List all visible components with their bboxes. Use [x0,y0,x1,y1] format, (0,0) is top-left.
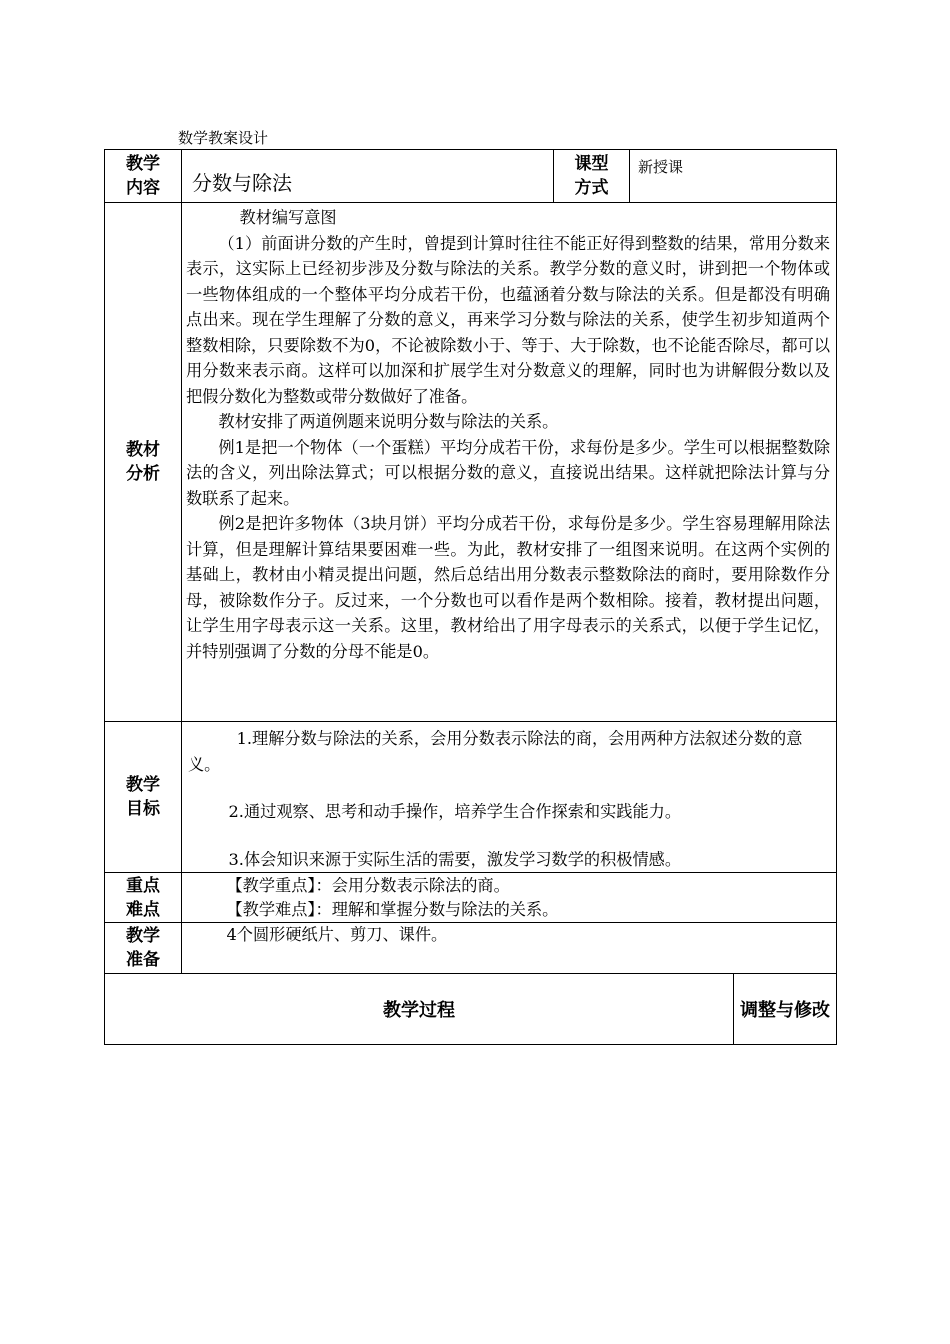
analysis-paragraph: 例1是把一个物体（一个蛋糕）平均分成若干份，求每份是多少。学生可以根据整数除法的含义，列出除法算式；可以根据分数的意义，直接说出结果。这样就把除法计算与分数联系了起来。 [186,437,831,508]
analysis-label-cell [105,203,182,722]
analysis-paragraph: 教材安排了两道例题来说明分数与除法的关系。 [218,412,559,431]
preparation-label-line2: 准备 [126,950,160,970]
teaching-process-header: 教学过程 [105,974,734,1045]
goals-label-line1: 教学 [126,775,160,795]
lesson-type-value: 新授课 [630,150,837,203]
analysis-label-line1: 教材 [126,440,160,460]
goals-label-line2: 目标 [126,799,160,819]
content-label-line2: 内容 [126,178,160,198]
key-points-row [105,873,837,923]
preparation-row [105,923,837,974]
goal-item: 3.体会知识来源于实际生活的需要，激发学习数学的积极情感。 [228,849,682,869]
analysis-heading: 教材编写意图 [239,208,337,227]
goals-label-cell [105,722,182,873]
goal-item: 1.理解分数与除法的关系，会用分数表示除法的商，会用两种方法叙述分数的意义。 [188,729,803,774]
header-row [105,150,837,203]
footer-row [105,974,837,1045]
analysis-row [105,203,837,722]
analysis-paragraph: 例2是把许多物体（3块月饼）平均分成若干份，求每份是多少。学生容易理解用除法计算，但是理解计算结果要困难一些。为此，教材安排了一组图来说明。在这两个实例的基础上，教材由小精灵提出问题，然后总结出用分数表示整数除法的商时，要用除数作分母，被除数作分子。反过来，一个分数也可以看作是两个数相除。接着，教材提出问题，让学生用字母表示这一关系。这里，教材给出了用字母表示的关系式，以便于学生记忆，并特别强调了分数的分母不能是0。 [186,514,831,661]
analysis-content [182,203,837,722]
adjustment-header: 调整与修改 [734,974,837,1045]
goals-row [105,722,837,873]
key-points-label-line2: 难点 [126,899,160,920]
key-points-label-cell [105,873,182,923]
type-label-line2: 方式 [574,178,609,198]
analysis-label-line2: 分析 [126,464,160,484]
preparation-content [182,923,837,974]
teaching-difficulty: 【教学难点】：理解和掌握分数与除法的关系。 [226,900,559,919]
type-label-line1: 课型 [574,154,609,174]
preparation-text: 4个圆形硬纸片、剪刀、课件。 [226,925,448,944]
teaching-key-point: 【教学重点】：会用分数表示除法的商。 [226,876,510,895]
analysis-paragraph: （1）前面讲分数的产生时，曾提到计算时往往不能正好得到整数的结果，常用分数来表示，这实际上已经初步涉及分数与除法的关系。教学分数的意义时，讲到把一个物体或一些物体组成的一个整体平均分成若干份，也蕴涵着分数与除法的关系。但是都没有明确点出来。现在学生理解了分数的意义，再来学习分数与除法的关系，使学生初步知道两个整数相除，只要除数不为0，不论被除数小于、等于、大于除数，也不论能否除尽，都可以用分数来表示商。这样可以加深和扩展学生对分数意义的理解，同时也为讲解假分数以及把假分数化为整数或带分数做好了准备。 [186,233,831,406]
goal-item: 2.通过观察、思考和动手操作，培养学生合作探索和实践能力。 [228,802,682,821]
lesson-plan-table [104,149,837,1045]
preparation-label-line1: 教学 [126,926,160,946]
type-label-cell [554,150,630,203]
lesson-topic: 分数与除法 [182,150,554,203]
document-title: 数学教案设计 [178,129,269,147]
preparation-label-cell [105,923,182,974]
key-points-label-line1: 重点 [126,875,160,896]
content-label-cell [105,150,182,203]
key-points-content [182,873,837,923]
goals-content [182,722,837,873]
content-label-line1: 教学 [126,154,160,174]
